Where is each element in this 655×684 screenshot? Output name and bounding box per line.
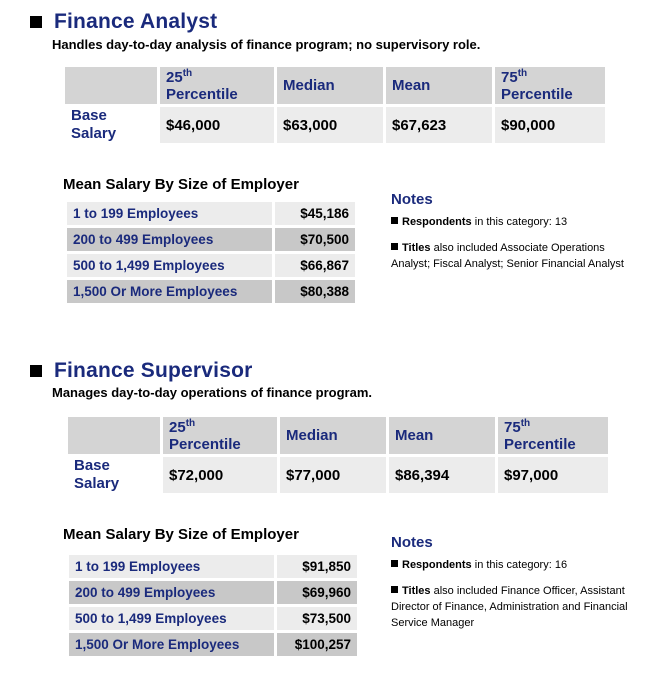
job-title: Finance Analyst [54,10,218,33]
note-titles: Titles also included Associate Operations Analyst; Fiscal Analyst; Senior Financial Analyst [391,242,624,270]
header-25th-percentile: 25th Percentile [160,67,274,104]
square-bullet-icon [30,365,42,377]
table-row [69,555,357,578]
notes-title: Notes [391,534,433,551]
size-value: $100,257 [277,633,357,656]
base-salary-25th: $46,000 [160,107,274,143]
square-bullet-icon [391,217,398,224]
size-value: $66,867 [275,254,355,277]
notes-panel [391,535,631,641]
square-bullet-icon [391,560,398,567]
header-75th-percentile: 75th Percentile [498,417,608,454]
size-label: 500 to 1,499 Employees [69,607,274,630]
base-salary-25th: $72,000 [163,457,277,493]
percentile-table [62,64,608,146]
employer-size-table [66,552,360,659]
base-salary-label: Base Salary [65,107,157,143]
notes-panel [391,192,631,282]
table-row [69,633,357,656]
note-respondents: Respondents in this category: 16 [391,557,631,573]
square-bullet-icon [30,16,42,28]
employer-size-table [64,199,358,306]
job-description: Handles day-to-day analysis of finance program; no supervisory role. [52,37,481,52]
size-label: 1,500 Or More Employees [69,633,274,656]
table-row [67,254,355,277]
percentile-table [65,414,611,496]
header-25th-percentile: 25th Percentile [163,417,277,454]
size-value: $73,500 [277,607,357,630]
base-salary-mean: $67,623 [386,107,492,143]
square-bullet-icon [391,586,398,593]
base-salary-75th: $90,000 [495,107,605,143]
notes-title: Notes [391,191,433,208]
size-table-title: Mean Salary By Size of Employer [63,176,299,193]
square-bullet-icon [391,243,398,250]
empty-header-cell [65,67,157,104]
base-salary-label: Base Salary [68,457,160,493]
size-label: 200 to 499 Employees [67,228,272,251]
size-value: $70,500 [275,228,355,251]
header-mean: Mean [386,67,492,104]
job-title: Finance Supervisor [54,359,253,382]
table-row [69,581,357,604]
size-label: 1 to 199 Employees [67,202,272,225]
section-title-row [30,359,253,383]
base-salary-median: $63,000 [277,107,383,143]
header-mean: Mean [389,417,495,454]
section-title-row [30,10,217,34]
base-salary-75th: $97,000 [498,457,608,493]
empty-header-cell [68,417,160,454]
header-median: Median [280,417,386,454]
table-row [67,202,355,225]
size-label: 1,500 Or More Employees [67,280,272,303]
note-respondents: Respondents in this category: 13 [391,214,631,230]
size-value: $80,388 [275,280,355,303]
size-value: $45,186 [275,202,355,225]
header-median: Median [277,67,383,104]
table-row [67,280,355,303]
size-label: 1 to 199 Employees [69,555,274,578]
job-description: Manages day-to-day operations of finance program. [52,385,372,400]
size-label: 500 to 1,499 Employees [67,254,272,277]
note-titles: Titles also included Finance Officer, Assistant Director of Finance, Administration and Financial Service Manager [391,585,628,629]
size-table-title: Mean Salary By Size of Employer [63,526,299,543]
base-salary-mean: $86,394 [389,457,495,493]
header-75th-percentile: 75th Percentile [495,67,605,104]
table-row [67,228,355,251]
base-salary-median: $77,000 [280,457,386,493]
table-row [69,607,357,630]
size-label: 200 to 499 Employees [69,581,274,604]
size-value: $69,960 [277,581,357,604]
size-value: $91,850 [277,555,357,578]
